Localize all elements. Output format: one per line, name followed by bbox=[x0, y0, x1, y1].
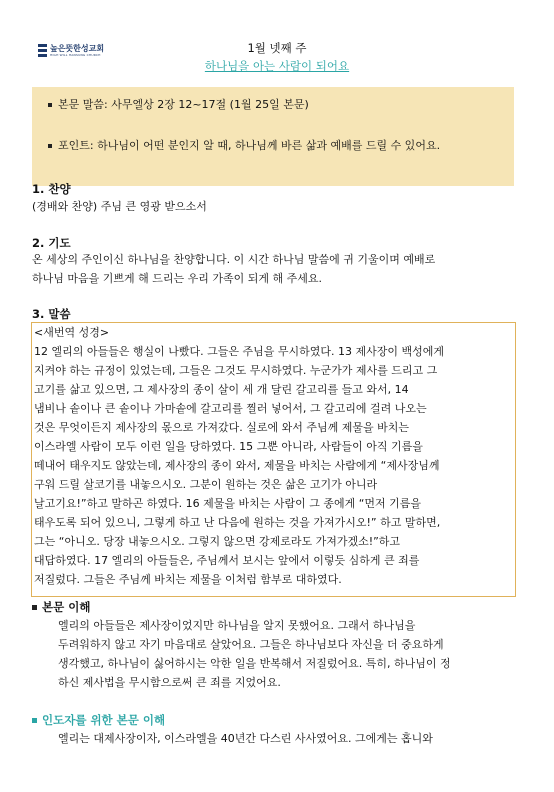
understanding-line: 두려워하지 않고 자기 마음대로 살았어요. 그들은 하나님보다 자신을 더 중요하게 bbox=[58, 638, 444, 651]
scripture-line: 태우도록 되어 있으니, 그렇게 하고 난 다음에 원하는 것을 가져가시오!” 하고 말하면, bbox=[34, 516, 441, 529]
scripture-line: 12 엘리의 아들들은 행실이 나빴다. 그들은 주님을 무시하였다. 13 제사장이 백성에게 bbox=[34, 345, 444, 358]
hymn-text: (경배와 찬양) 주님 큰 영광 받으소서 bbox=[32, 200, 207, 213]
point-text: 포인트: 하나님이 어떤 분인지 알 때, 하나님께 바른 삶과 예배를 드릴 수 있어요. bbox=[58, 139, 441, 152]
summary-box bbox=[32, 87, 514, 186]
scripture-line: 대답하였다. 17 엘리의 아들들은, 주님께서 보시는 앞에서 이렇듯 심하게 큰 죄를 bbox=[34, 554, 420, 567]
square-bullet-icon bbox=[32, 605, 37, 610]
understanding-heading-text: 본문 이해 bbox=[42, 600, 91, 614]
bullet-icon bbox=[48, 144, 52, 148]
bullet-icon bbox=[48, 103, 52, 107]
prayer-line: 온 세상의 주인이신 하나님을 찬양합니다. 이 시간 하나님 말씀에 귀 기울이며 예배로 bbox=[32, 253, 436, 266]
scripture-line: 저질렀다. 그들은 주님께 바치는 제물을 이처럼 함부로 대하였다. bbox=[34, 573, 342, 586]
prayer-heading: 2. 기도 bbox=[32, 236, 71, 250]
scripture-line: 냄비나 솥이나 큰 솥이나 가마솥에 갈고리를 찔러 넣어서, 그 갈고리에 걸려 나오는 bbox=[34, 402, 427, 415]
logo-subtext: HIGH WILL HANSUNG CHURCH bbox=[50, 53, 101, 57]
leader-heading-text: 인도자를 위한 본문 이해 bbox=[42, 713, 166, 727]
page-title: 하나님을 아는 사람이 되어요 bbox=[204, 59, 350, 73]
passage-item bbox=[48, 96, 309, 112]
understanding-line: 엘리의 아들들은 제사장이었지만 하나님을 알지 못했어요. 그래서 하나님을 bbox=[58, 619, 416, 632]
prayer-text bbox=[32, 250, 520, 288]
word-heading: 3. 말씀 bbox=[32, 307, 71, 321]
scripture-line: 것은 무엇이든지 제사장의 몫으로 가져갔다. 실로에 와서 주님께 제물을 바치는 bbox=[34, 421, 409, 434]
understanding-line: 생각했고, 하나님이 싫어하시는 악한 일을 반복해서 저질렀어요. 특히, 하나님이 정 bbox=[58, 657, 451, 670]
scripture-line: 날고기요!”하고 말하곤 하였다. 16 제물을 바치는 사람이 그 종에게 “먼저 기름을 bbox=[34, 497, 422, 510]
understanding-heading bbox=[32, 599, 90, 615]
leader-body bbox=[42, 729, 522, 748]
understanding-line: 하신 제사법을 무시함으로써 큰 죄를 지었어요. bbox=[58, 676, 281, 689]
scripture-line: <새번역 성경> bbox=[34, 326, 110, 339]
scripture-line: 그는 “아니오. 당장 내놓으시오. 그렇지 않으면 강제로라도 가져가겠소!”하고 bbox=[34, 535, 401, 548]
hymn-heading: 1. 찬양 bbox=[32, 182, 71, 196]
scripture-line: 이스라엘 사람이 모두 이런 일을 당하였다. 15 그뿐 아니라, 사람들이 아직 기름을 bbox=[34, 440, 423, 453]
understanding-body bbox=[42, 616, 522, 692]
scripture-line: 구워 드릴 살코기를 내놓으시오. 그분이 원하는 것은 삶은 고기가 아니라 bbox=[34, 478, 378, 491]
scripture-box bbox=[31, 322, 516, 597]
passage-text: 본문 말씀: 사무엘상 2장 12~17절 (1월 25일 본문) bbox=[58, 98, 309, 111]
prayer-line: 하나님 마음을 기쁘게 해 드리는 우리 가족이 되게 해 주세요. bbox=[32, 272, 322, 285]
logo-text: 높은뜻한성교회 bbox=[50, 44, 105, 53]
square-bullet-icon bbox=[32, 718, 37, 723]
scripture-line: 지켜야 하는 규정이 있었는데, 그들은 그것도 무시하였다. 누군가가 제사를 드리고 그 bbox=[34, 364, 438, 377]
week-label: 1월 넷째 주 bbox=[247, 41, 307, 55]
leader-heading bbox=[32, 712, 165, 728]
scripture-line: 떼내어 태우지도 않았는데, 제사장의 종이 와서, 제물을 바치는 사람에게 “제사장님께 bbox=[34, 459, 440, 472]
scripture-line: 고기를 삶고 있으면, 그 제사장의 종이 살이 세 개 달린 갈고리를 들고 와서, 14 bbox=[34, 383, 409, 396]
leader-line: 엘리는 대제사장이자, 이스라엘을 40년간 다스린 사사였어요. 그에게는 홉니와 bbox=[58, 732, 433, 745]
point-item bbox=[48, 137, 440, 153]
